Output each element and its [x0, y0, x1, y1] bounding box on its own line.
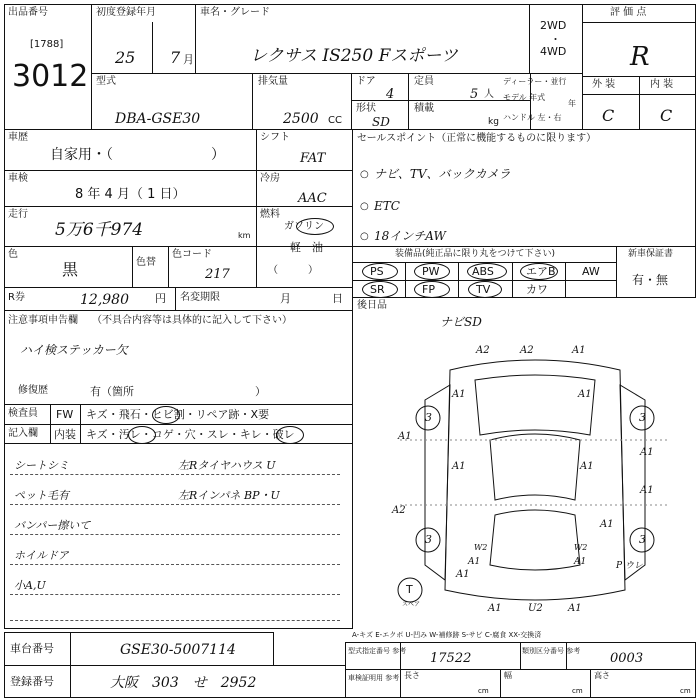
diagram-mark: A1 — [640, 485, 654, 496]
model-label: 型式 — [96, 76, 116, 87]
diagram-mark: A1 — [640, 447, 654, 458]
diagram-mark: W2 — [574, 543, 588, 552]
equip-sr: SR — [370, 283, 385, 296]
diagram-mark: A1 — [452, 461, 466, 472]
equip-aw: AW — [582, 265, 600, 278]
certificate-value: 17522 — [430, 651, 472, 666]
chassis-label: 車台番号 — [10, 642, 54, 655]
first-reg-label: 初度登録年月 — [96, 7, 156, 18]
first-reg-month: 7 — [170, 48, 181, 67]
shape-value: SD — [372, 115, 390, 129]
color-code-value: 217 — [205, 267, 230, 282]
warranty-value: 有・無 — [632, 273, 669, 287]
sales-bullet-3: ○ — [360, 231, 369, 242]
notes-value: ハイ検ステッカー欠 — [20, 343, 128, 357]
tire-mark: 3 — [639, 411, 646, 424]
width-unit: cm — [572, 687, 583, 695]
height-unit: cm — [680, 687, 691, 695]
notes-hint: （不具合内容等は具体的に記入して下さい） — [92, 315, 292, 326]
lot-label: 出品番号 — [8, 7, 48, 18]
doors-value: 4 — [386, 87, 395, 102]
fuel-label: 燃料 — [260, 209, 280, 220]
chassis-value: GSE30-5007114 — [120, 642, 236, 658]
reg-value: 大阪 303 せ 2952 — [110, 675, 257, 691]
mileage-value: 5万6千974 — [55, 220, 144, 240]
doors-label: ドア — [356, 76, 376, 87]
model-year-unit: 年 — [568, 99, 576, 108]
diagram-mark: U2 — [528, 603, 543, 614]
rear-seat-value: ナビSD — [440, 315, 482, 329]
score-label: 評 価 点 — [610, 7, 647, 18]
load-label: 積載 — [414, 103, 434, 114]
width-label: 幅 — [504, 671, 512, 680]
history-value: 自家用・（ ） — [50, 147, 225, 163]
fuel-other: （ ） — [268, 265, 318, 276]
displacement-label: 排気量 — [258, 76, 288, 87]
shift-value: FAT — [300, 151, 326, 166]
mileage-label: 走行 — [8, 209, 28, 220]
tire-mark: 3 — [425, 533, 432, 546]
inspection-label: 車検 — [8, 173, 28, 184]
comment-right-2: 左Rインパネ BP・U — [178, 489, 280, 502]
repair-label: 修復歴 — [18, 385, 48, 396]
equip-abs: ABS — [472, 265, 494, 278]
sales-label: セールスポイント（正常に機能するものに限ります） — [357, 133, 597, 144]
name-label: 車名・グレード — [200, 7, 270, 18]
equip-kawa: カワ — [526, 283, 548, 296]
equip-airb: エアB — [526, 265, 556, 278]
sales-point-3: 18インチAW — [374, 229, 446, 243]
repair-value: 有（箇所 ） — [90, 385, 266, 398]
title-change-label: 名変期限 — [180, 292, 220, 303]
color-code-label: 色コード — [172, 249, 212, 260]
comment-left-1: シートシミ — [14, 459, 69, 472]
certificate-label: 型式指定番号 参考 — [348, 647, 407, 655]
diagram-mark: A1 — [488, 603, 502, 614]
sales-point-2: ETC — [374, 199, 400, 213]
diagram-mark: A1 — [468, 557, 481, 567]
color-change-label: 色替 — [136, 257, 156, 268]
sales-bullet-2: ○ — [360, 201, 369, 212]
equip-pw: PW — [422, 265, 440, 278]
shape-label: 形状 — [356, 103, 376, 114]
title-change-month: 月 — [280, 292, 291, 305]
lot-number: 3012 — [12, 59, 89, 94]
history-label: 車歴 — [8, 132, 28, 143]
capacity-label: 定員 — [414, 76, 434, 87]
length-label: 長さ — [404, 671, 420, 680]
model-value: DBA-GSE30 — [115, 111, 201, 127]
comment-right-1: 左Rタイヤハウス U — [178, 459, 276, 472]
recycle-label: R券 — [8, 292, 25, 303]
sales-point-1: ナビ、TV、バックカメラ — [374, 167, 511, 181]
category-value: 0003 — [610, 651, 644, 666]
dims-label: 車検証明用 参考 — [348, 674, 400, 682]
recycle-value: 12,980 — [80, 292, 129, 308]
color-label: 色 — [8, 249, 18, 260]
displacement-unit: CC — [328, 115, 342, 126]
inspection-value: 8 年 4 月（ 1 日） — [75, 187, 186, 202]
ac-value: AAC — [298, 191, 327, 206]
sales-bullet-1: ○ — [360, 169, 369, 180]
recycle-unit: 円 — [155, 292, 166, 305]
drive-4wd: 4WD — [540, 45, 567, 58]
diagram-mark: A2 — [392, 505, 406, 516]
diagram-mark: A1 — [572, 345, 586, 356]
length-unit: cm — [478, 687, 489, 695]
first-reg-year: 25 — [115, 48, 136, 67]
diagram-mark: A1 — [574, 557, 587, 567]
spare-sub: スペア — [402, 601, 421, 608]
category-label: 類別区分番号 参考 — [522, 647, 581, 655]
interior-value: C — [660, 106, 673, 125]
equip-ps: PS — [370, 265, 384, 278]
model-year-label: モデル 年式 — [503, 93, 546, 102]
ac-label: 冷房 — [260, 173, 280, 184]
diagram-mark: W2 — [474, 543, 488, 552]
diagram-right-note: P ウレ — [616, 561, 643, 571]
lot-sub: [1788] — [30, 39, 64, 50]
rear-seat-label: 後日品 — [357, 300, 387, 311]
diagram-mark: A1 — [568, 603, 582, 614]
capacity-unit: 人 — [484, 89, 494, 100]
car-damage-diagram — [380, 340, 690, 620]
spare-mark: T — [406, 583, 413, 596]
load-unit: kg — [488, 117, 499, 127]
diagram-mark: A1 — [452, 389, 466, 400]
title-change-day: 日 — [332, 292, 343, 305]
shift-label: シフト — [260, 132, 290, 143]
inspector-label-1: 検査員 — [8, 408, 38, 419]
comment-left-5: 小A,U — [14, 579, 46, 592]
equip-tv: TV — [476, 283, 491, 296]
displacement-value: 2500 — [283, 111, 319, 127]
diagram-mark: A1 — [580, 461, 594, 472]
fw-items: キズ・飛石・ヒビ割・リペア跡・X要 — [86, 408, 270, 421]
name-value: レクサス IS250 Fスポーツ — [250, 46, 458, 66]
capacity-value: 5 — [470, 87, 479, 102]
tire-mark: 3 — [425, 411, 432, 424]
diagram-mark: A1 — [578, 389, 592, 400]
interior-items: キズ・汚レ・コゲ・穴・スレ・キレ・破レ — [86, 428, 295, 441]
color-value: 黒 — [62, 260, 79, 279]
diagram-mark: A1 — [600, 519, 614, 530]
comment-left-2: ペット毛有 — [14, 489, 69, 502]
fuel-diesel: 軽 油 — [290, 241, 323, 254]
height-label: 高さ — [594, 671, 610, 680]
inspector-label-2: 記入欄 — [8, 428, 38, 439]
first-reg-month-unit: 月 — [183, 53, 194, 66]
dealer-label: ディーラー・並行 — [503, 77, 567, 86]
fw-label: FW — [56, 408, 74, 421]
notes-label: 注意事項申告欄 — [8, 315, 78, 326]
drive-dot: ・ — [550, 33, 561, 46]
diagram-mark: A2 — [520, 345, 534, 356]
interior-items-label: 内装 — [54, 428, 76, 441]
diagram-mark: A2 — [476, 345, 490, 356]
comment-left-4: ホイルドア — [14, 549, 69, 562]
mileage-unit: km — [238, 231, 251, 240]
diagram-mark: A1 — [456, 569, 470, 580]
fuel-gas: ガソリン — [284, 221, 324, 232]
equip-fp: FP — [422, 283, 435, 296]
drive-2wd: 2WD — [540, 19, 567, 32]
warranty-label: 新車保証書 — [628, 249, 674, 259]
exterior-label: 外 装 — [592, 79, 616, 90]
legend-text: A-キズ E-エクボ U-凹み W-補修跡 S-サビ C-腐食 XX-交換済 — [352, 631, 542, 639]
interior-label: 内 装 — [650, 79, 674, 90]
score-value: R — [630, 42, 650, 72]
comment-left-3: バンパー擦いて — [14, 519, 91, 532]
handle-label: ハンドル 左・右 — [503, 113, 562, 122]
equipment-label: 装備品(純正品に限り丸をつけて下さい) — [395, 249, 556, 259]
diagram-mark: A1 — [398, 431, 412, 442]
tire-mark: 3 — [639, 533, 646, 546]
exterior-value: C — [602, 106, 615, 125]
reg-label: 登録番号 — [10, 675, 54, 688]
